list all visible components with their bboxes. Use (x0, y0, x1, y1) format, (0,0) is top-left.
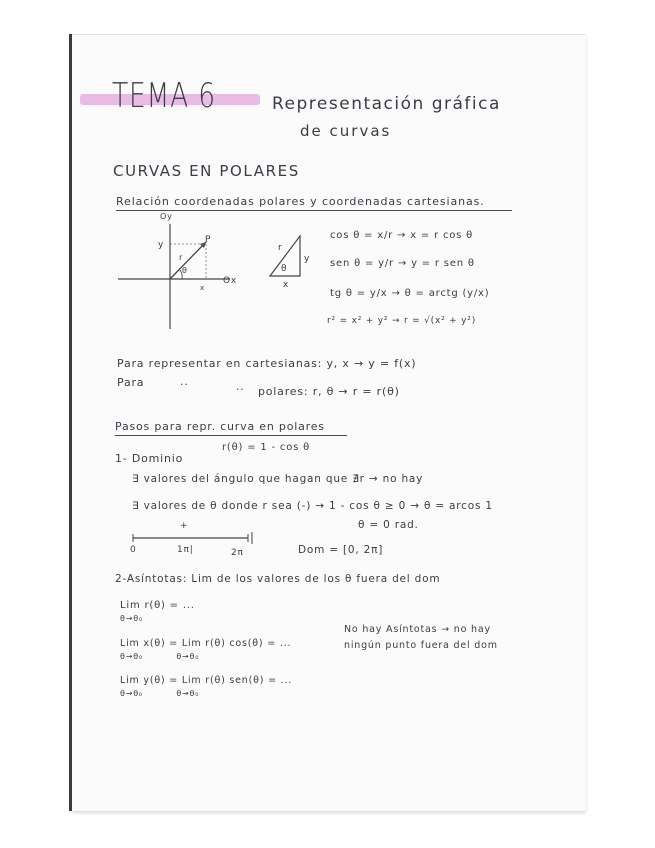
number-line-zero: 0 (130, 545, 137, 555)
example-function: r(θ) = 1 - cos θ (222, 442, 311, 453)
dominio-result: θ = 0 rad. (358, 519, 419, 531)
page-subtitle: de curvas (300, 122, 392, 140)
dominio-bullet-2: ∃ valores de θ donde r sea (-) → 1 - cos θ ≥ 0 → θ = arcos 1 (132, 500, 493, 512)
tema-heading: TEMA 6 (112, 76, 216, 116)
number-line-two-pi: 2π (231, 548, 244, 558)
domain-result: Dom = [0, 2π] (298, 544, 384, 556)
r-label: r (179, 253, 184, 262)
limit-y: Lim y(θ) = Lim r(θ) sen(θ) = ... (120, 675, 293, 686)
triangle-y: y (304, 254, 311, 264)
steps-title: Pasos para repr. curva en polares (115, 420, 325, 433)
ox-label: Ox (223, 276, 238, 286)
represent-polar-d: polares: r, θ → r = r(θ) (258, 385, 400, 398)
formula-cos: cos θ = x/r → x = r cos θ (330, 230, 474, 241)
limit-r: Lim r(θ) = ... (120, 600, 195, 611)
limit-y-sub: θ→θ₀ θ→θ₀ (120, 689, 200, 698)
asintotas-note-2: ningún punto fuera del dom (344, 640, 498, 651)
steps-underline (115, 435, 347, 436)
triangle-x: x (283, 280, 290, 290)
triangle-theta: θ (281, 264, 288, 274)
step-dominio: 1- Dominio (115, 452, 184, 465)
dominio-bullet-1: ∃ valores del ángulo que hagan que ∄r → no hay (132, 473, 424, 485)
page-title: Representación gráfica (272, 94, 501, 114)
number-line (128, 528, 268, 548)
oy-label: Oy (160, 212, 173, 221)
relation-title: Relación coordenadas polares y coordenadas cartesianas. (116, 195, 485, 208)
step-asintotas: 2-Asíntotas: Lim de los valores de los θ fuera del dom (115, 573, 441, 585)
polar-axes-diagram (110, 214, 250, 334)
section-heading: CURVAS EN POLARES (113, 162, 300, 180)
ditto-mark-2: .. (236, 380, 245, 393)
triangle-r: r (278, 243, 283, 253)
p-label: P (205, 235, 212, 245)
limit-x: Lim x(θ) = Lim r(θ) cos(θ) = ... (120, 638, 292, 649)
formula-tg: tg θ = y/x → θ = arctg (y/x) (330, 288, 490, 299)
formula-sen: sen θ = y/r → y = r sen θ (330, 258, 475, 269)
represent-cartesian: Para representar en cartesianas: y, x → y = f(x) (117, 357, 417, 370)
limit-r-sub: θ→θ₀ (120, 614, 143, 623)
formula-r2: r² = x² + y² → r = √(x² + y²) (327, 316, 477, 326)
x-label: x (200, 284, 205, 292)
limit-x-sub: θ→θ₀ θ→θ₀ (120, 652, 200, 661)
number-line-pi: 1π| (177, 545, 194, 555)
number-line-plus: + (180, 521, 189, 531)
represent-polar-a: Para (117, 376, 145, 389)
theta-label: θ (182, 266, 188, 275)
asintotas-note-1: No hay Asíntotas → no hay (344, 624, 491, 635)
relation-underline (116, 210, 512, 211)
y-label: y (158, 240, 165, 250)
ditto-mark-1: .. (180, 375, 189, 388)
